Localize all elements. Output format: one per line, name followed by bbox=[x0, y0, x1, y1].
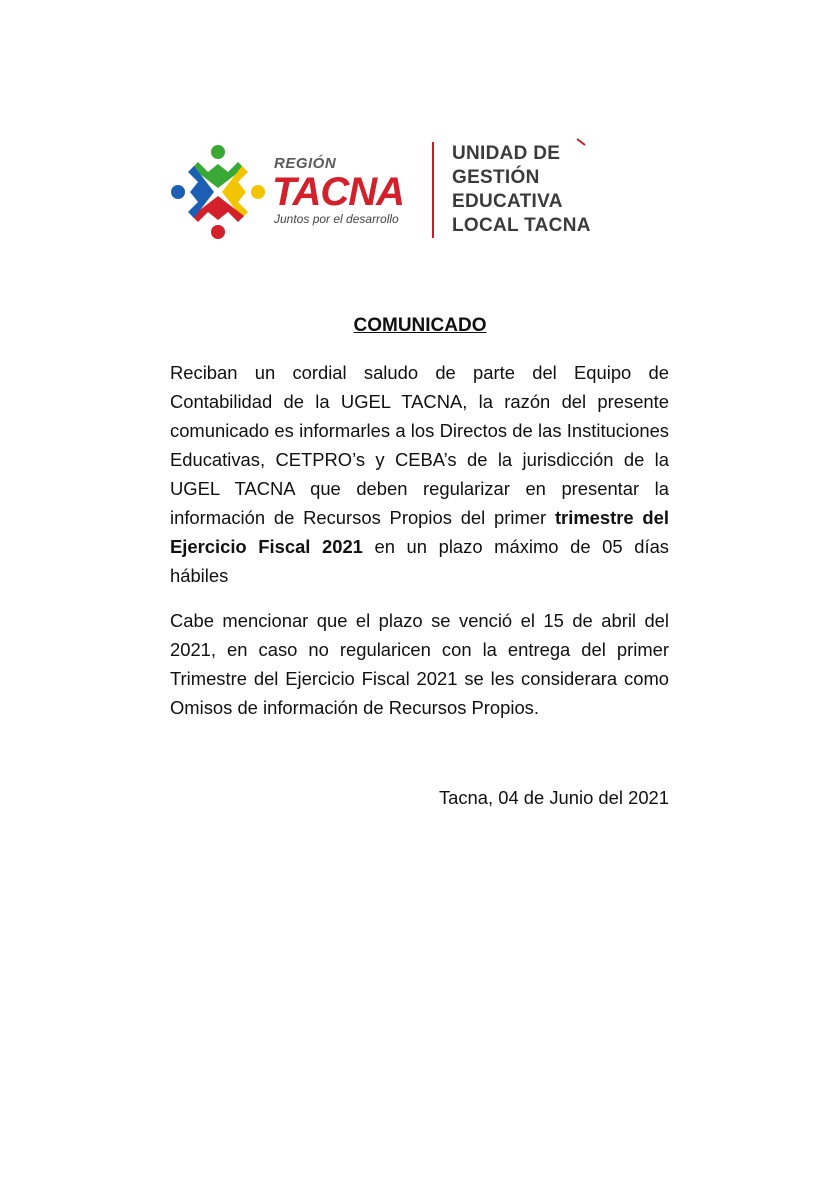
region-emblem-icon bbox=[168, 142, 268, 242]
paragraph-main-emphasis: trimestre del Ejercicio Fiscal 2021 bbox=[170, 507, 670, 557]
place-date: Tacna, 04 de Junio del 2021 bbox=[438, 787, 669, 808]
region-label: REGIÓN bbox=[274, 155, 337, 172]
paragraph-main-outro: en un plazo máximo de 05 días hábiles bbox=[170, 536, 669, 586]
header-logo bbox=[168, 136, 598, 246]
document-title: COMUNICADO bbox=[353, 315, 487, 336]
ugel-name bbox=[452, 142, 602, 238]
logo-divider bbox=[432, 142, 434, 238]
region-name: TACNA bbox=[272, 170, 405, 214]
region-brand bbox=[272, 156, 422, 226]
paragraph-notice: Cabe mencionar que el plazo se venció el 15 de abril del 2021, en caso no regularicen con la entrega del primer Trimestre del Ejercicio Fiscal 2021 se les considerara como Omisos de información de Recursos Propios. bbox=[170, 610, 669, 718]
ugel-name-line: GESTIÓN bbox=[452, 167, 540, 188]
ugel-name-line: LOCAL TACNA bbox=[452, 215, 591, 236]
ugel-name-line: UNIDAD DE bbox=[452, 143, 561, 164]
paragraph-main bbox=[170, 358, 669, 590]
ugel-name-line: EDUCATIVA bbox=[452, 191, 563, 212]
paragraph-main-intro: Reciban un cordial saludo de parte del Equipo de Contabilidad de la UGEL TACNA, la razón del presente comunicado es informarles a los Directos de las Instituciones Educativas, CETPRO’s y CEBA’s de la jurisdicción de la UGEL TACNA que deben regularizar en presentar la información de Recursos Propios del primer bbox=[170, 362, 669, 528]
region-slogan: Juntos por el desarrollo bbox=[274, 212, 399, 226]
